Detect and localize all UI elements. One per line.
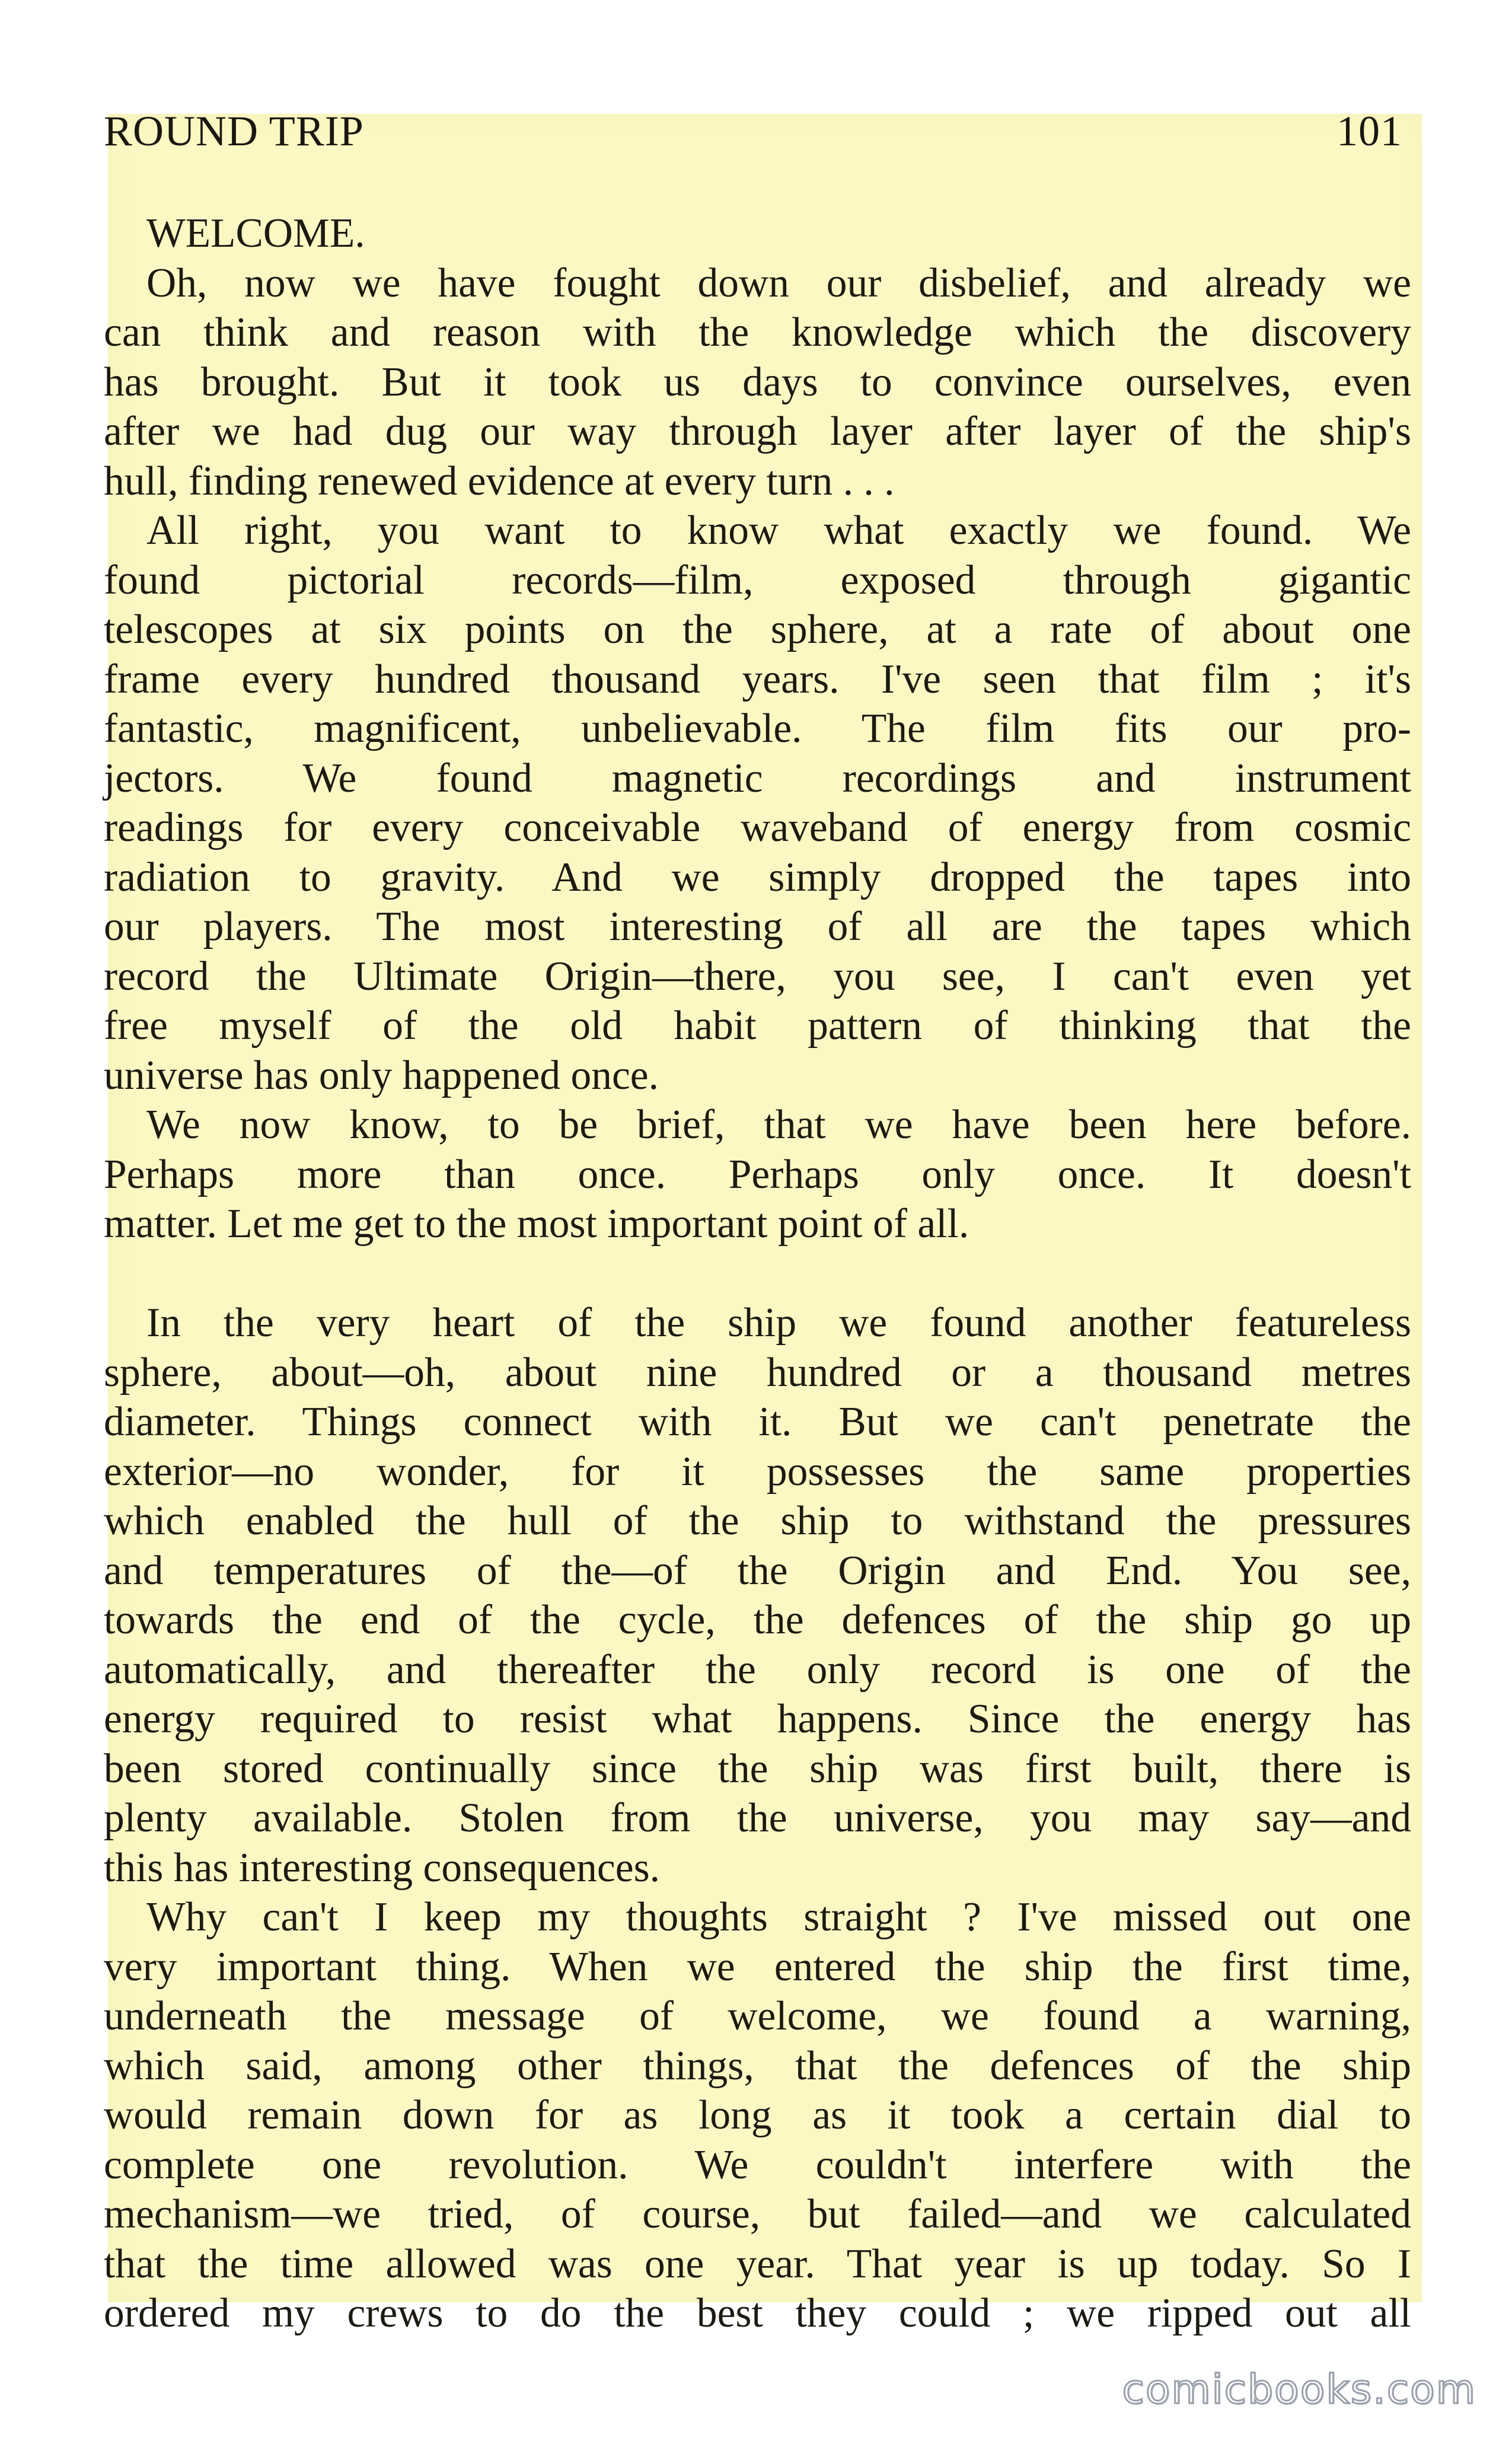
text-line: frame every hundred thousand years. I've seen that film ; it's (104, 656, 1411, 702)
paragraph-gap (104, 1249, 1411, 1299)
text-line: and temperatures of the—of the Origin and End. You see, (104, 1547, 1411, 1594)
page-number: 101 (1336, 107, 1402, 155)
text-line: matter. Let me get to the most important point of all. (104, 1201, 969, 1247)
text-line: underneath the message of welcome, we found a warning, (104, 1993, 1411, 2039)
text-line: been stored continually since the ship was first built, there is (104, 1745, 1411, 1792)
text-line: free myself of the old habit pattern of thinking that the (104, 1003, 1411, 1049)
text-line: towards the end of the cycle, the defences of the ship go up (104, 1597, 1411, 1643)
text-line: In the very heart of the ship we found another featureless (146, 1300, 1411, 1346)
text-line: sphere, about—oh, about nine hundred or a thousand metres (104, 1349, 1411, 1395)
text-line: fantastic, magnificent, unbelievable. The film fits our pro- (104, 706, 1411, 751)
text-line: record the Ultimate Origin—there, you see, I can't even yet (104, 953, 1411, 999)
text-line: our players. The most interesting of all are the tapes which (104, 904, 1411, 950)
text-line: jectors. We found magnetic recordings and instrument (104, 755, 1411, 801)
text-line: found pictorial records—film, exposed through gigantic (104, 557, 1411, 603)
text-line: plenty available. Stolen from the universe, you may say—and (104, 1795, 1411, 1841)
text-line: has brought. But it took us days to convince ourselves, even (104, 359, 1411, 405)
text-line: diameter. Things connect with it. But we can't penetrate the (104, 1399, 1411, 1445)
text-line: We now know, to be brief, that we have been here before. (146, 1102, 1411, 1148)
body-text (104, 209, 1411, 2338)
text-line: that the time allowed was one year. That year is up today. So I (104, 2241, 1411, 2287)
text-line: complete one revolution. We couldn't interfere with the (104, 2142, 1411, 2188)
text-line: Perhaps more than once. Perhaps only once. It doesn't (104, 1151, 1411, 1197)
text-line: ordered my crews to do the best they could ; we ripped out all (104, 2290, 1411, 2336)
text-line: WELCOME. (146, 211, 365, 256)
text-line: mechanism—we tried, of course, but failed—and we calculated (104, 2191, 1411, 2237)
text-line: All right, you want to know what exactly we found. We (146, 508, 1411, 553)
text-line: this has interesting consequences. (104, 1844, 661, 1891)
text-line: can think and reason with the knowledge which the discovery (104, 310, 1411, 355)
running-title: ROUND TRIP (104, 107, 364, 155)
text-line: automatically, and thereafter the only record is one of the (104, 1646, 1411, 1693)
text-line: universe has only happened once. (104, 1052, 659, 1098)
text-line: Oh, now we have fought down our disbelief, and already we (146, 260, 1411, 306)
text-line: which enabled the hull of the ship to withstand the pressures (104, 1498, 1411, 1544)
text-line: very important thing. When we entered the ship the first time, (104, 1943, 1411, 1990)
text-line: exterior—no wonder, for it possesses the same properties (104, 1448, 1411, 1495)
text-line: energy required to resist what happens. Since the energy has (104, 1696, 1411, 1742)
text-line: which said, among other things, that the defences of the ship (104, 2043, 1411, 2089)
text-line: would remain down for as long as it took a certain dial to (104, 2092, 1411, 2138)
text-line: hull, finding renewed evidence at every turn . . . (104, 458, 895, 504)
watermark: comicbooks.com (1122, 2366, 1476, 2413)
text-line: after we had dug our way through layer after layer of the ship's (104, 409, 1411, 454)
running-header (104, 107, 1402, 166)
text-line: Why can't I keep my thoughts straight ? I've missed out one (146, 1894, 1411, 1940)
text-line: radiation to gravity. And we simply dropped the tapes into (104, 854, 1411, 900)
text-line: readings for every conceivable waveband of energy from cosmic (104, 805, 1411, 850)
text-line: telescopes at six points on the sphere, at a rate of about one (104, 607, 1411, 652)
